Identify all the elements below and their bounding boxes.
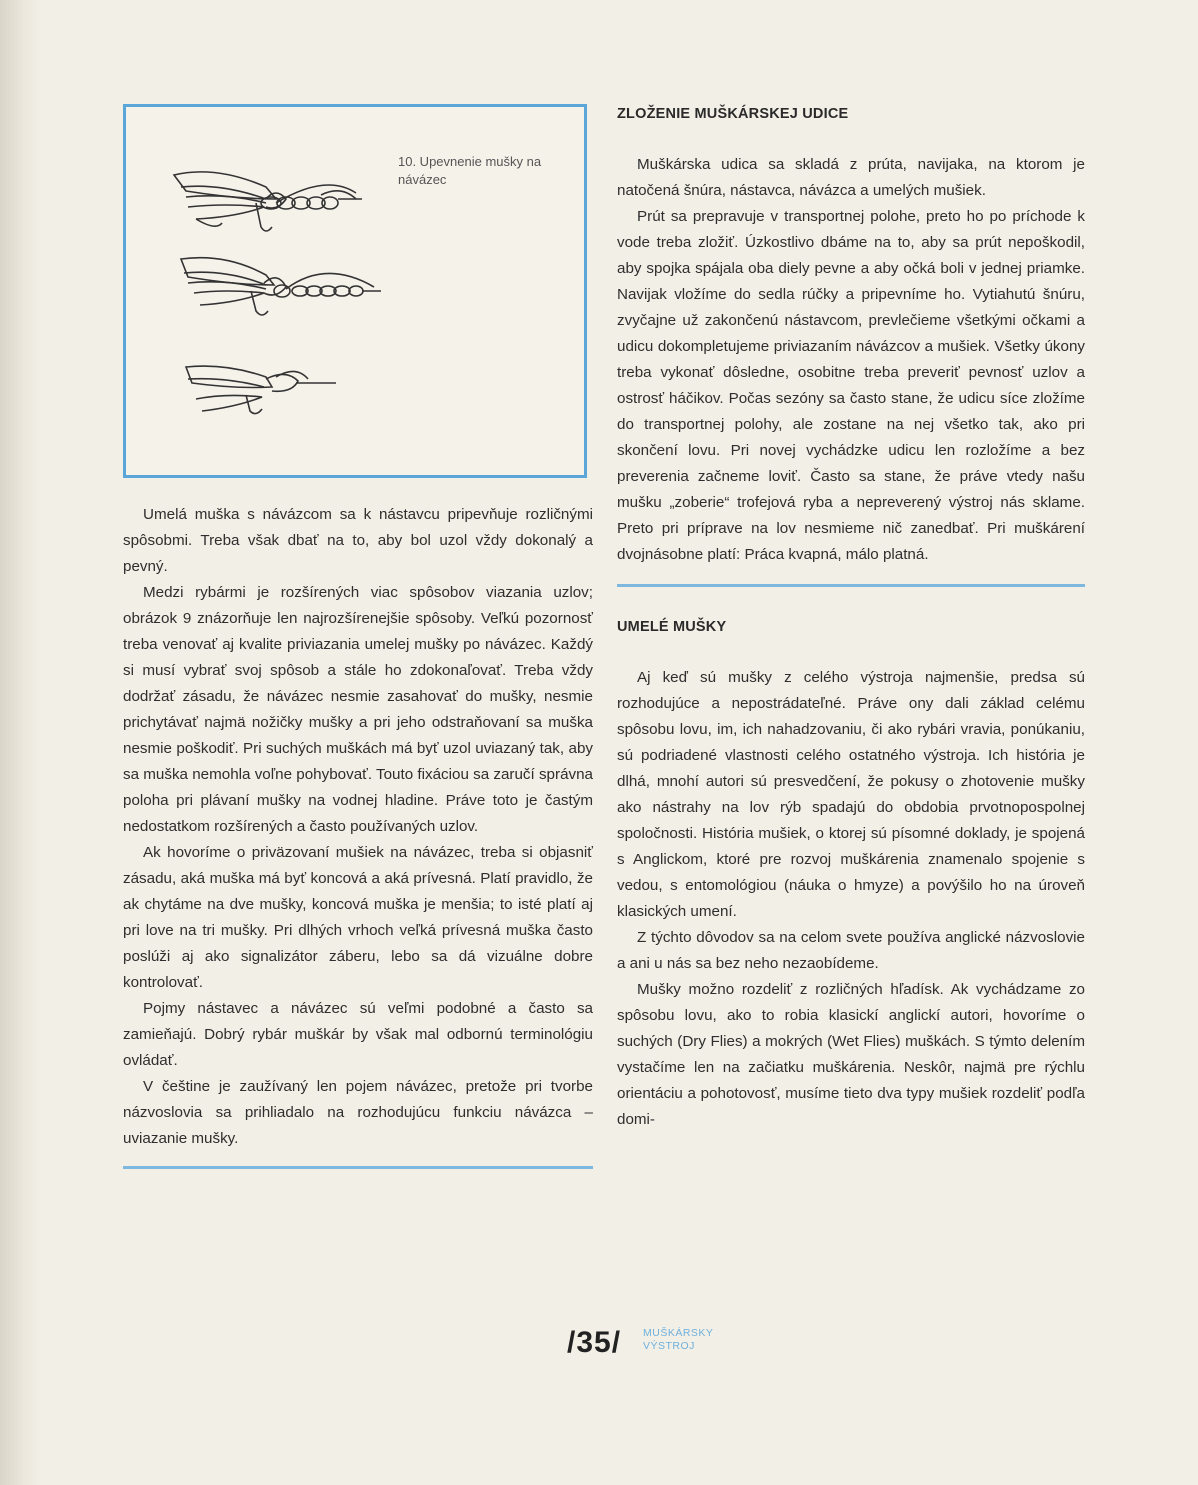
section2-text (617, 665, 1085, 1133)
paragraph: Prút sa prepravuje v transportnej polohe, preto ho po príchode k vode treba zložiť. Úzkostlivo dbáme na to, aby sa prút nepoškodil, aby spojka spájala oba diely pevne a aby očká boli v jednej priamke. Navijak vložíme do sedla rúčky a pripevníme ho. Vytiahutú šnúru, zvyčajne už zakončenú nástavcom, prevlečieme všetkými očkami a udicu dokompletujeme priviazaním návázcov a mušiek. Všetky úkony treba vykonať dôsledne, osobitne treba preveriť pevnosť uzlov a ostrosť háčikov. Počas sezóny sa často stane, že udicu síce zložíme do transportnej polohy, ale zostane na nej všetko tak, ako pri skončení lovu. Pri novej vychádzke udicu len rozložíme a bez preverenia začneme loviť. Často sa stane, že práve vtedy našu mušku „zoberie“ trofejová ryba a nepreverený výstroj nás sklame. Preto pri príprave na lov nesmieme nič zanedbať. Pri muškárení dvojnásobne platí: Práca kvapná, málo platná. (617, 208, 1085, 563)
fly-knot-1 (174, 172, 362, 231)
paragraph: Medzi rybármi je rozšírených viac spôsobov viazania uzlov; obrázok 9 znázorňuje len najrozšírenejšie spôsoby. Veľkú pozornosť treba venovať aj kvalite priviazania umelej mušky po návázec. Každý si musí vybrať svoj spôsob a stále ho zdokonaľovať. Treba vždy dodržať zásadu, že návázec nesmie zasahovať do mušky, nesmie prichytávať najmä nožičky mušky a pri jeho odstraňovaní sa muška nesmie poškodiť. Pri suchých muškách má byť uzol uviazaný tak, aby sa muška nemohla voľne pohybovať. Touto fixáciou sa zaručí správna poloha pri plávaní mušky na vodnej hladine. Práve toto je častým nedostatkom rozšírených a často používaných uzlov. (123, 584, 593, 835)
paragraph: V češtine je zaužívaný len pojem návázec, pretože pri tvorbe názvoslovia sa prihliadalo na rozhodujúcu funkciu návázca – uviazanie mušky. (123, 1078, 593, 1147)
paragraph: Umelá muška s návázcom sa k nástavcu pripevňuje rozličnými spôsobmi. Treba však dbať na to, aby bol uzol vždy dokonalý a pevný. (123, 506, 593, 575)
section-label-line1: MUŠKÁRSKY (643, 1327, 714, 1339)
paragraph: Mušky možno rozdeliť z rozličných hľadísk. Ak vychádzame zo spôsobu lovu, ako to robia klasickí anglickí autori, hovoríme o suchých (Dry Flies) a mokrých (Wet Flies) muškách. S týmto delením vystačíme len na začiatku muškárenia. Neskôr, najmä pre rýchlu orientáciu a pohotovosť, musíme tieto dva typy mušiek rozdeliť podľa domi- (617, 981, 1085, 1128)
figure-caption: 10. Upevnenie mušky na návázec (398, 154, 542, 187)
running-section-label (643, 1327, 713, 1353)
page-number: /35/ (567, 1326, 622, 1359)
left-text-block (123, 502, 593, 1152)
section1-text (617, 152, 1085, 568)
section-heading-1: ZLOŽENIE MUŠKÁRSKEJ UDICE (617, 106, 849, 122)
fly-knot-2 (181, 258, 381, 315)
paragraph: Pojmy nástavec a návázec sú veľmi podobné a často sa zamieňajú. Dobrý rybár muškár by však mal odbornú terminológiu ovládať. (123, 1000, 593, 1069)
left-column (123, 104, 593, 1169)
left-bottom-rule (123, 1166, 593, 1169)
figure-box (123, 104, 587, 478)
page-gutter-shadow (0, 0, 40, 1485)
paragraph: Ak hovoríme o priväzovaní mušiek na návázec, treba si objasniť zásadu, aká muška má byť koncová a aká prívesná. Platí pravidlo, že ak chytáme na dve mušky, koncová muška je menšia; to isté platí aj pri love na tri mušky. Pri dlhých vrhoch veľká prívesná muška často poslúži aj ako signalizátor záberu, lebo sa dá vizuálne dobre kontrolovať. (123, 844, 593, 991)
paragraph: Muškárska udica sa skladá z prúta, navijaka, na ktorom je natočená šnúra, nástavca, návázca a umelých mušiek. (617, 156, 1085, 199)
paragraph: Aj keď sú mušky z celého výstroja najmenšie, predsa sú rozhodujúce a nepostrádateľné. Práve ony dali základ celému spôsobu lovu, im, ich nahadzovaniu, či ako rybári vravia, ponúkaniu, sú podriadené vlastnosti celého ostatného výstroja. Ich história je dlhá, mnohí autori sú presvedčení, že pokusy o zhotovenie mušky ako nástrahy na lov rýb spadajú do obdobia prvotnopospolnej spoločnosti. História mušiek, o ktorej sú písomné doklady, je spojená s Anglickom, ktoré pre rozvoj muškárenia znamenalo spojenie s vedou, s entomológiou (náuka o hmyze) a povýšilo ho na úroveň klasických umení. (617, 669, 1085, 920)
section-heading-2: UMELÉ MUŠKY (617, 619, 727, 635)
fly-knot-3 (186, 366, 336, 413)
right-column (617, 104, 1085, 1133)
paragraph: Z týchto dôvodov sa na celom svete používa anglické názvoslovie a ani u nás sa bez neho nezaobídeme. (617, 929, 1085, 972)
section-rule (617, 584, 1085, 587)
section-label-line2: VÝSTROJ (643, 1340, 695, 1352)
